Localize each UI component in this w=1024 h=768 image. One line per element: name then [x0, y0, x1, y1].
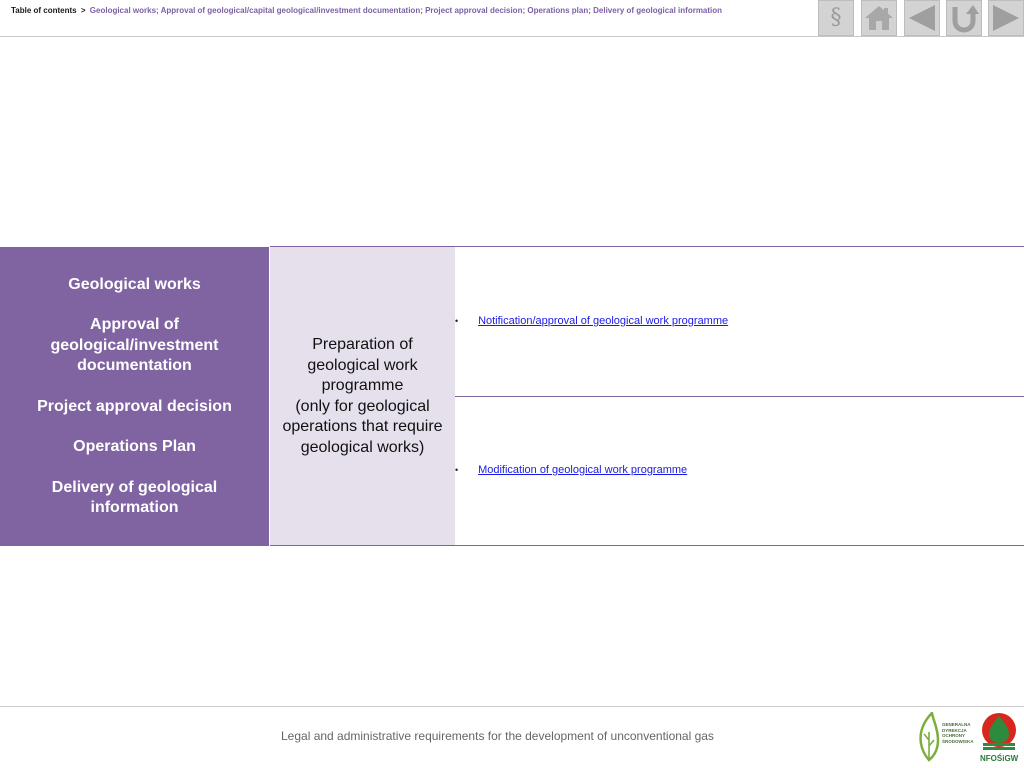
breadcrumb-path: Geological works; Approval of geological/capital geological/investment documentation; Project approval decision; Operations plan; Delivery of geological information [89, 6, 723, 15]
divider-middle [455, 396, 1024, 397]
footer-title: Legal and administrative requirements for the development of unconventional gas [281, 729, 714, 743]
breadcrumb-separator: > [80, 6, 86, 15]
category-geological-works: Geological works [68, 275, 201, 293]
home-icon [864, 5, 894, 31]
return-button[interactable] [946, 0, 982, 36]
nfosigw-emblem-icon [980, 712, 1018, 754]
gdos-logo [916, 712, 972, 762]
category-delivery-information: Delivery of geological information [51, 478, 218, 516]
next-button[interactable] [988, 0, 1024, 36]
bullet: • [455, 316, 459, 326]
divider-bottom [270, 545, 1024, 546]
link-notification-approval[interactable]: Notification/approval of geological work programme [478, 315, 729, 327]
legal-button[interactable] [818, 0, 854, 36]
return-arrow-icon [949, 3, 979, 33]
nfosigw-logo [980, 712, 1018, 764]
step-description: Preparation of geological work programme (only for geological operations that require geological works) [282, 336, 443, 456]
step-panel [270, 247, 455, 546]
category-project-approval-decision: Project approval decision [37, 397, 232, 415]
header-bar [0, 0, 1024, 37]
triangle-left-icon [907, 4, 937, 32]
link-modification-programme[interactable]: Modification of geological work programme [478, 464, 688, 476]
paragraph-icon: § [830, 5, 842, 30]
list-item [455, 315, 728, 328]
bullet: • [455, 465, 459, 475]
list-item [455, 464, 687, 477]
nfosigw-logo-text: NFOŚiGW [980, 754, 1019, 763]
leaf-logo-icon [916, 712, 942, 762]
breadcrumb [11, 6, 722, 16]
gdos-logo-text: GENERALNA DYREKCJA OCHRONY ŚRODOWISKA [942, 722, 974, 744]
triangle-right-icon [991, 4, 1021, 32]
back-button[interactable] [904, 0, 940, 36]
divider-top [270, 246, 1024, 247]
home-button[interactable] [861, 0, 897, 36]
category-panel [0, 247, 269, 546]
category-approval-documentation: Approval of geological/investment documentation [50, 316, 219, 374]
footer-divider [0, 706, 1024, 707]
category-operations-plan: Operations Plan [73, 438, 196, 455]
breadcrumb-root-link[interactable]: Table of contents [11, 6, 77, 15]
